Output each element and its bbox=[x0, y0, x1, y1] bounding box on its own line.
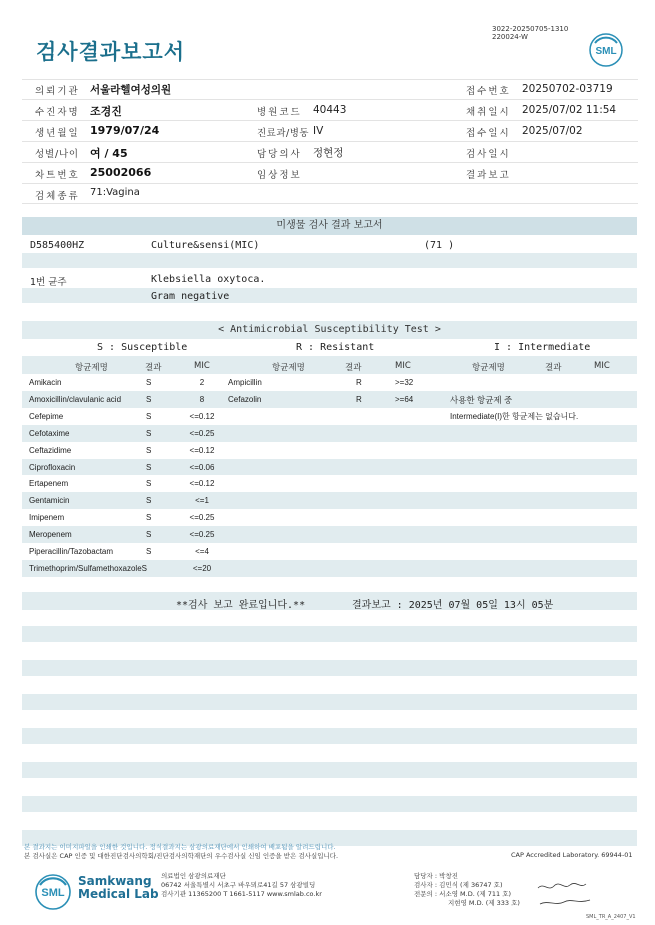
label-sex-age: 성별/나이 bbox=[35, 149, 79, 160]
label-hospital-code: 병원코드 bbox=[257, 107, 302, 118]
value-specimen: 71:Vagina bbox=[90, 187, 140, 198]
label-department: 진료과/병동 bbox=[257, 128, 310, 139]
brand-name bbox=[78, 875, 159, 901]
label-receipt-time: 접수일시 bbox=[466, 128, 511, 139]
ast-mic: <=0.25 bbox=[189, 530, 215, 540]
ast-mic: <=0.06 bbox=[189, 462, 215, 472]
ast-result: S bbox=[146, 378, 152, 387]
col-result-3: 결과 bbox=[545, 363, 562, 373]
ast-result: S bbox=[146, 530, 152, 540]
test-number: (71 ) bbox=[424, 240, 455, 251]
col-drug-2: 항균제명 bbox=[272, 363, 305, 373]
page-title: 검사결과보고서 bbox=[36, 40, 186, 64]
label-chart-number: 차트번호 bbox=[35, 170, 80, 181]
label-birthdate: 생년월일 bbox=[35, 128, 80, 139]
col-drug-1: 항균제명 bbox=[75, 363, 108, 373]
ast-drug-name: Cefotaxime bbox=[29, 428, 70, 438]
empty-row-band bbox=[22, 762, 637, 778]
brand-name-line-2: Medical Lab bbox=[78, 887, 159, 901]
legend-susceptible: S : Susceptible bbox=[97, 342, 188, 353]
col-result-1: 결과 bbox=[145, 363, 162, 373]
ast-drug-name: Piperacillin/Tazobactam bbox=[29, 547, 114, 556]
col-drug-3: 항균제명 bbox=[472, 363, 505, 373]
lab-contact: 검사기관 11365200 T 1661-5117 www.smlab.co.kr bbox=[161, 890, 322, 898]
section-title: 미생물 검사 결과 보고서 bbox=[276, 220, 383, 231]
value-patient-name: 조경진 bbox=[90, 105, 122, 118]
empty-row-band bbox=[22, 694, 637, 710]
ast-mic: <=1 bbox=[195, 496, 209, 506]
ast-drug-name: Meropenem bbox=[29, 530, 72, 540]
ast-drug-name: Gentamicin bbox=[29, 496, 70, 506]
ast-drug-name: Ceftazidime bbox=[29, 445, 72, 455]
label-collection-time: 채취일시 bbox=[466, 107, 511, 118]
footer-note-2: 본 검사실은 CAP 인증 및 대한진단검사의학회/진단검사의학재단의 우수검사실 신임 인증을 받은 검사실입니다. bbox=[24, 852, 339, 860]
document-id bbox=[492, 25, 568, 41]
ast-row-band bbox=[22, 526, 637, 543]
ast-result: S bbox=[146, 547, 152, 556]
label-requester: 의뢰기관 bbox=[35, 86, 80, 97]
col-mic-2: MIC bbox=[395, 361, 411, 371]
value-receipt-time: 2025/07/02 bbox=[522, 125, 583, 137]
organism-label: 1번 균주 bbox=[30, 277, 67, 288]
label-receipt-number: 접수번호 bbox=[466, 86, 511, 97]
gram-stain: Gram negative bbox=[151, 291, 230, 302]
value-requester: 서울라헬여성의원 bbox=[90, 84, 172, 96]
staff-specialist-2: 지현영 M.D. (제 333 호) bbox=[448, 899, 520, 907]
ast-drug-name: Cefazolin bbox=[228, 394, 262, 404]
value-hospital-code: 40443 bbox=[313, 104, 347, 116]
ast-mic: <=0.25 bbox=[189, 513, 215, 523]
sml-logo-icon bbox=[589, 33, 623, 67]
empty-row-band bbox=[22, 728, 637, 744]
cap-accreditation: CAP Accredited Laboratory. 69944-01 bbox=[511, 851, 633, 859]
sml-footer-logo-text: SML bbox=[41, 887, 65, 899]
ast-mic: 2 bbox=[199, 378, 205, 387]
signature-icon bbox=[536, 880, 596, 910]
sml-logo-text: SML bbox=[595, 46, 617, 57]
ast-result: S bbox=[146, 496, 152, 506]
value-collection-time: 2025/07/02 11:54 bbox=[522, 104, 617, 116]
lab-address: 06742 서울특별시 서초구 바우뫼로41길 57 삼광빌딩 bbox=[161, 881, 316, 889]
ast-mic: >=32 bbox=[395, 378, 414, 387]
completion-text: **검사 보고 완료입니다.** bbox=[176, 600, 306, 611]
staff-block bbox=[414, 872, 520, 908]
ast-result: S bbox=[146, 513, 152, 523]
row-band bbox=[22, 253, 637, 268]
lab-org: 의료법인 삼광의료재단 bbox=[161, 872, 226, 880]
col-mic-3: MIC bbox=[594, 361, 610, 371]
ast-mic: <=0.25 bbox=[189, 428, 215, 438]
legend-resistant: R : Resistant bbox=[296, 342, 375, 353]
ast-result: S bbox=[146, 411, 152, 421]
ast-drug-name: Ciprofloxacin bbox=[29, 462, 76, 472]
ast-drug-name: Amoxicillin/clavulanic acid bbox=[29, 394, 122, 404]
staff-specialist-1: 전문의 : 서소영 M.D. (제 711 호) bbox=[414, 890, 512, 898]
ast-row-band bbox=[22, 459, 637, 476]
ast-mic: <=4 bbox=[195, 547, 209, 556]
brand-name-line-1: Samkwang bbox=[78, 874, 152, 888]
test-code: D585400HZ bbox=[30, 240, 85, 251]
label-result-report: 결과보고 bbox=[466, 170, 511, 181]
ast-result: S bbox=[146, 394, 152, 404]
ast-row-band bbox=[22, 425, 637, 442]
ast-title-bar bbox=[22, 321, 637, 339]
footer-note-1: 본 결과지는 이미지파일을 인쇄한 것입니다. 정식결과지는 삼광의료재단에서 인쇄하여 배포됨을 알려드립니다. bbox=[24, 843, 336, 851]
label-test-time: 검사일시 bbox=[466, 149, 511, 160]
empty-row-band bbox=[22, 660, 637, 676]
lab-address-block bbox=[161, 872, 322, 899]
ast-result: S bbox=[146, 479, 152, 489]
staff-tester: 검사자 : 김민식 (제 36747 호) bbox=[414, 881, 503, 889]
value-sex-age: 여 / 45 bbox=[90, 147, 128, 160]
ast-mic: <=0.12 bbox=[189, 411, 215, 421]
report-time: 결과보고 : 2025년 07월 05일 13시 05분 bbox=[352, 600, 554, 611]
form-code: SML_TR_A_2407_V1 bbox=[586, 914, 636, 920]
ast-result: S bbox=[146, 445, 152, 455]
col-result-2: 결과 bbox=[345, 363, 362, 373]
empty-row-band bbox=[22, 796, 637, 812]
empty-row-band bbox=[22, 626, 637, 642]
intermediate-note-2: Intermediate(I)한 항균제는 없습니다. bbox=[450, 412, 579, 421]
staff-contact-person: 담당자 : 박창진 bbox=[414, 872, 458, 880]
ast-mic: <=0.12 bbox=[189, 445, 215, 455]
ast-result: S bbox=[146, 462, 152, 472]
row-band bbox=[22, 288, 637, 303]
legend-intermediate: I : Intermediate bbox=[494, 342, 591, 353]
label-specimen: 검체종류 bbox=[35, 191, 80, 202]
ast-mic: <=20 bbox=[192, 563, 212, 573]
ast-result: R bbox=[356, 378, 362, 387]
ast-mic: >=64 bbox=[395, 394, 414, 404]
test-name: Culture&sensi(MIC) bbox=[151, 240, 260, 251]
ast-result: R bbox=[356, 394, 362, 404]
ast-drug-name: Imipenem bbox=[29, 513, 65, 523]
ast-drug-name: Ampicillin bbox=[228, 378, 262, 387]
section-title-bar bbox=[22, 217, 637, 235]
sml-footer-logo-icon bbox=[34, 873, 72, 911]
ast-row-band bbox=[22, 492, 637, 509]
ast-mic: 8 bbox=[199, 394, 205, 404]
document-id-line-2: 220024-W bbox=[492, 33, 528, 41]
ast-drug-name: Ertapenem bbox=[29, 479, 69, 489]
label-patient-name: 수진자명 bbox=[35, 107, 80, 118]
ast-drug-name: Cefepime bbox=[29, 411, 64, 421]
document-id-line-1: 3022-20250705-1310 bbox=[492, 25, 569, 33]
label-clinical-info: 임상정보 bbox=[257, 170, 302, 181]
value-department: IV bbox=[313, 125, 324, 137]
organism-name: Klebsiella oxytoca. bbox=[151, 274, 266, 285]
ast-mic: <=0.12 bbox=[189, 479, 215, 489]
ast-title: < Antimicrobial Susceptibility Test > bbox=[218, 324, 441, 335]
ast-drug-name: Amikacin bbox=[29, 378, 62, 387]
value-doctor: 정현정 bbox=[313, 147, 344, 159]
label-doctor: 담당의사 bbox=[257, 149, 302, 160]
value-chart-number: 25002066 bbox=[90, 166, 152, 179]
ast-result: S bbox=[146, 428, 152, 438]
col-mic-1: MIC bbox=[194, 361, 210, 371]
ast-drug-name: Trimethoprim/SulfamethoxazoleS bbox=[29, 563, 147, 573]
value-receipt-number: 20250702-03719 bbox=[522, 83, 613, 95]
value-birthdate: 1979/07/24 bbox=[90, 124, 160, 137]
intermediate-note-1: 사용한 항균제 중 bbox=[450, 395, 513, 405]
